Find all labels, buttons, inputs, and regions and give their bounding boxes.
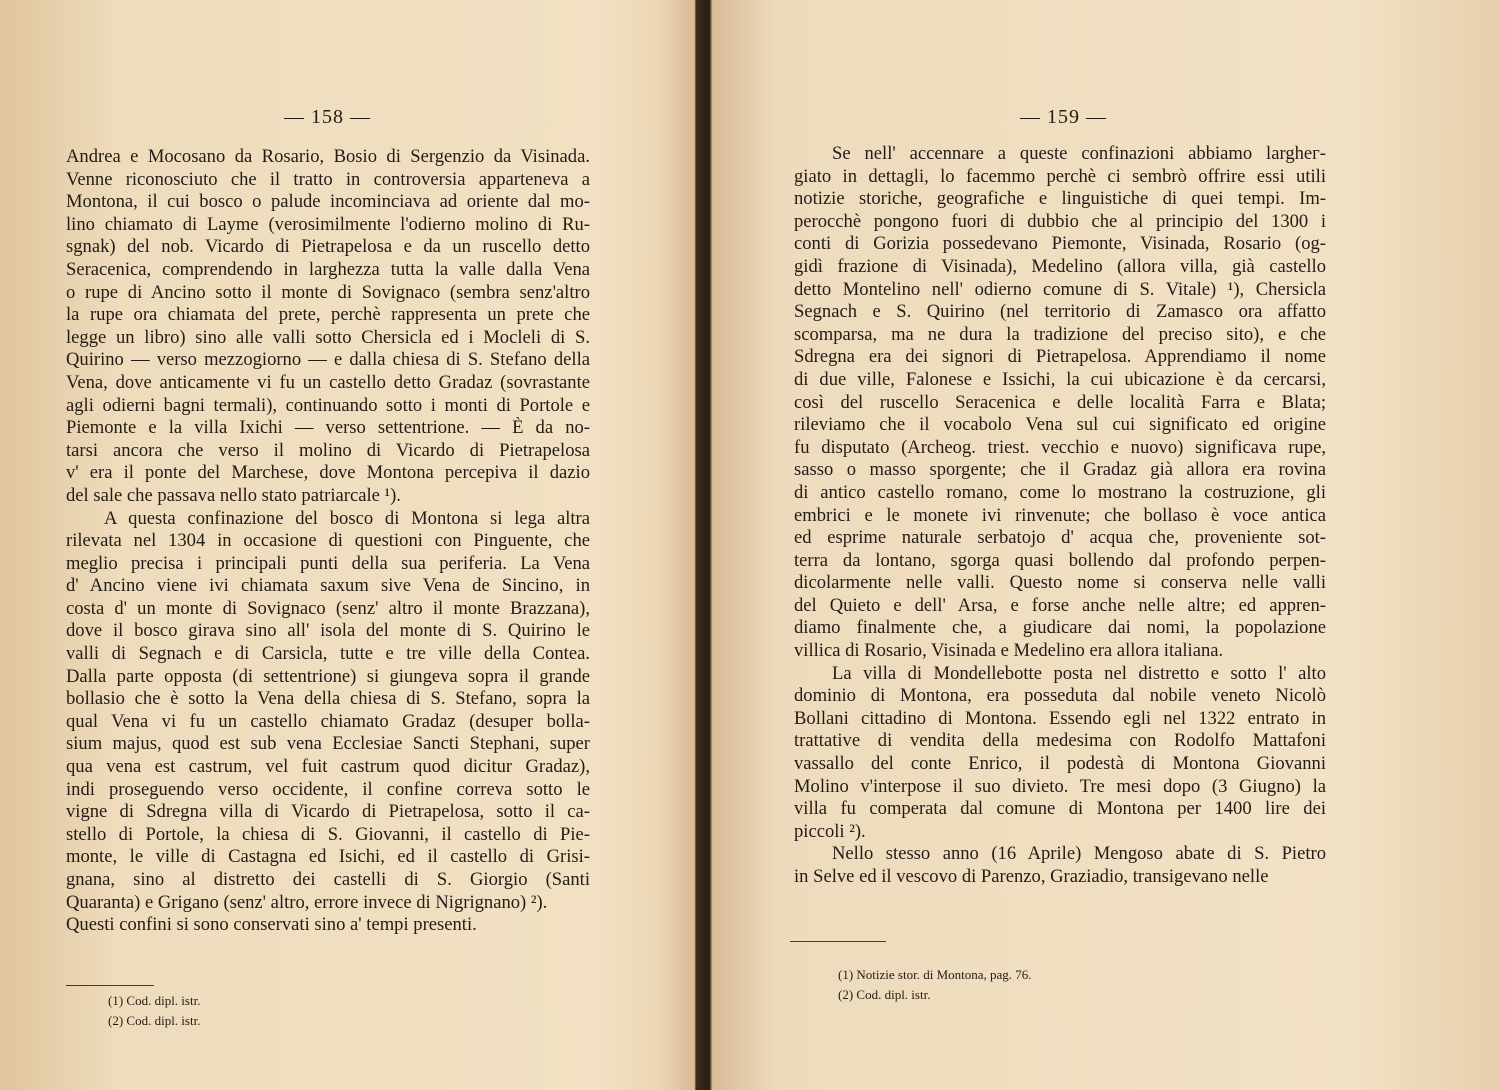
text-line: qual Vena vi fu un castello chiamato Gradaz (desuper bolla- — [66, 710, 590, 732]
text-line: rilevata nel 1304 in occasione di questioni con Pinguente, che — [66, 530, 590, 552]
text-line: rileviamo che il vocabolo Vena sul cui significato ed origine — [794, 414, 1326, 436]
text-line: Vena, dove anticamente vi fu un castello detto Gradaz (sovrastante — [66, 371, 590, 393]
text-line: Molino v'interpose il suo divieto. Tre mesi dopo (3 Giugno) la — [794, 775, 1326, 797]
left-page — [0, 0, 696, 1090]
text-line: di antico castello romano, come lo mostrano la costruzione, gli — [794, 481, 1326, 503]
text-line: A questa confinazione del bosco di Montona si lega altra — [104, 507, 590, 529]
text-line: meglio precisa i principali punti della sua periferia. La Vena — [66, 552, 590, 574]
text-line: sium majus, quod est sub vena Ecclesiae Sancti Stephani, super — [66, 733, 590, 755]
text-line: o rupe di Ancino sotto il monte di Sovignaco (sembra senz'altro — [66, 281, 590, 303]
footnote-divider — [790, 941, 886, 942]
text-line: qua vena est castrum, vel fuit castrum quod dicitur Gradaz), — [66, 756, 590, 778]
footnotes — [838, 965, 1032, 1005]
footnote: (1) Notizie stor. di Montona, pag. 76. — [838, 967, 1032, 982]
text-line: fu disputato (Archeog. triest. vecchio e nuovo) significava rupe, — [794, 436, 1326, 458]
text-line: Questi confini si sono conservati sino a' tempi presenti. — [66, 914, 477, 936]
text-line: dominio di Montona, era posseduta dal nobile veneto Nicolò — [794, 685, 1326, 707]
text-line: Quirino — verso mezzogiorno — e dalla chiesa di S. Stefano della — [66, 349, 590, 371]
text-line: lino chiamato di Layme (verosimilmente l'odierno molino di Ru- — [66, 213, 590, 235]
text-line: trattative di vendita della medesima con Rodolfo Mattafoni — [794, 730, 1326, 752]
text-line: Dalla parte opposta (di settentrione) si giungeva sopra il grande — [66, 665, 590, 687]
text-line: Quaranta) e Grigano (senz' altro, errore invece di Nigrignano) ²). — [66, 891, 548, 913]
text-line: villica di Rosario, Visinada e Medelino era allora italiana. — [794, 640, 1224, 662]
text-line: piccoli ²). — [794, 820, 866, 842]
text-line: Piemonte e la villa Ixichi — verso settentrione. — È da no- — [66, 417, 590, 439]
text-line: terra da lontano, sgorga quasi bollendo dal profondo perpen- — [794, 549, 1326, 571]
text-line: valli di Segnach e di Carsicla, tutte e tre ville della Contea. — [66, 643, 590, 665]
text-line: Andrea e Mocosano da Rosario, Bosio di Sergenzio da Visinada. — [66, 146, 590, 167]
text-line: ed esprime naturale serbatojo d' acqua che, proveniente sot- — [794, 527, 1326, 549]
footnote-divider — [66, 985, 154, 986]
text-line: Seracenica, comprendendo in larghezza tutta la valle dalla Vena — [66, 258, 590, 280]
text-line: Sdregna era dei signori di Pietrapelosa. Apprendiamo il nome — [794, 346, 1326, 368]
text-line: sasso o masso sporgente; che il Gradaz già allora era rovina — [794, 459, 1326, 481]
text-line: Montona, il cui bosco o palude incominciava ad oriente dal mo- — [66, 191, 590, 213]
text-line: Bollani cittadino di Montona. Essendo egli nel 1322 entrato in — [794, 707, 1326, 729]
page-number: — 159 — — [1020, 106, 1107, 128]
text-line: così del ruscello Seracenica e delle località Farra e Blata; — [794, 391, 1326, 413]
body-text — [66, 146, 590, 937]
text-line: conti di Gorizia possedevano Piemonte, Visinada, Rosario (og- — [794, 233, 1326, 255]
footnotes — [108, 991, 200, 1031]
page-number: — 158 — — [284, 106, 371, 128]
text-line: monte, le ville di Castagna ed Isichi, ed il castello di Grisi- — [66, 846, 590, 868]
text-line: vigne di Sdregna villa di Vicardo di Pietrapelosa, sotto il ca- — [66, 801, 590, 823]
text-line: v' era il ponte del Marchese, dove Montona percepiva il dazio — [66, 462, 590, 484]
text-line: diamo finalmente che, a giudicare dai nomi, la popolazione — [794, 617, 1326, 639]
text-line: Segnach e S. Quirino (nel territorio di Zamasco ora affatto — [794, 301, 1326, 323]
text-line: del sale che passava nello stato patriarcale ¹). — [66, 484, 401, 506]
text-line: Se nell' accennare a queste confinazioni abbiamo larghег- — [832, 143, 1326, 164]
text-line: sgnak) del nob. Vicardo di Pietrapelosa e da un ruscello detto — [66, 236, 590, 258]
text-line: perocchè pongono fuori di dubbio che al principio del 1300 i — [794, 210, 1326, 232]
text-line: notizie storiche, geografiche e linguistiche di quei tempi. Im- — [794, 188, 1326, 210]
footnote: (2) Cod. dipl. istr. — [108, 1013, 201, 1028]
text-line: dicolarmente nelle valli. Questo nome si conserva nelle valli — [794, 572, 1326, 594]
text-line: embrici e le monete ivi rinvenute; che bollaso è voce antica — [794, 504, 1326, 526]
text-line: indi proseguendo verso occidente, il confine correva sotto le — [66, 778, 590, 800]
text-line: Nello stesso anno (16 Aprile) Mengoso abate di S. Pietro — [832, 843, 1326, 865]
right-page — [712, 0, 1500, 1090]
text-line: d' Ancino viene ivi chiamata saxum sive Vena de Sincino, in — [66, 575, 590, 597]
footnote: (2) Cod. dipl. istr. — [838, 987, 931, 1002]
text-line: tarsi ancora che verso il molino di Vicardo di Pietrapelosa — [66, 439, 590, 461]
text-line: di due ville, Falonese e Issichi, la cui ubicazione è da cercarsi, — [794, 368, 1326, 390]
text-line: Venne riconosciuto che il tratto in controversia apparteneva a — [66, 168, 590, 190]
text-line: villa fu comperata dal comune di Montona per 1400 lire dei — [794, 798, 1326, 820]
text-line: dove il bosco girava sino all' isola del monte di S. Quirino le — [66, 620, 590, 642]
text-line: la rupe ora chiamata del prete, perchè rappresenta un prete che — [66, 304, 590, 326]
text-line: del Quieto e dell' Arsa, e forse anche nelle altre; ed appren- — [794, 594, 1326, 616]
text-line: legge un libro) sino alle valli sotto Chersicla ed i Mocleli di S. — [66, 326, 590, 348]
text-line: La villa di Mondellebotte posta nel distretto e sotto l' alto — [832, 662, 1326, 684]
text-line: agli odierni bagni termali), continuando sotto i monti di Portole e — [66, 394, 590, 416]
text-line: scomparsa, ma ne dura la tradizione del preciso sito), e che — [794, 323, 1326, 345]
text-line: in Selve ed il vescovo di Parenzo, Graziadio, transigevano nelle — [794, 866, 1269, 887]
text-line: costa d' un monte di Sovignaco (senz' altro il monte Brazzana), — [66, 597, 590, 619]
text-line: bollasio che è sotto la Vena della chiesa di S. Stefano, sopra la — [66, 688, 590, 710]
text-line: vassallo del conte Enrico, il podestà di Montona Giovanni — [794, 753, 1326, 775]
text-line: gidì frazione di Visinada), Medelino (allora villa, già castello — [794, 255, 1326, 277]
text-line: gnana, sino al distretto dei castelli di S. Giorgio (Santi — [66, 869, 590, 890]
text-line: stello di Portole, la chiesa di S. Giovanni, il castello di Pie- — [66, 823, 590, 845]
text-line: giato in dettagli, lo facemmo perchè ci sembrò offrire essi utili — [794, 165, 1326, 187]
body-text — [794, 143, 1326, 889]
text-line: detto Montelino nell' odierno comune di S. Vitale) ¹), Chersicla — [794, 278, 1326, 300]
footnote: (1) Cod. dipl. istr. — [108, 993, 201, 1008]
